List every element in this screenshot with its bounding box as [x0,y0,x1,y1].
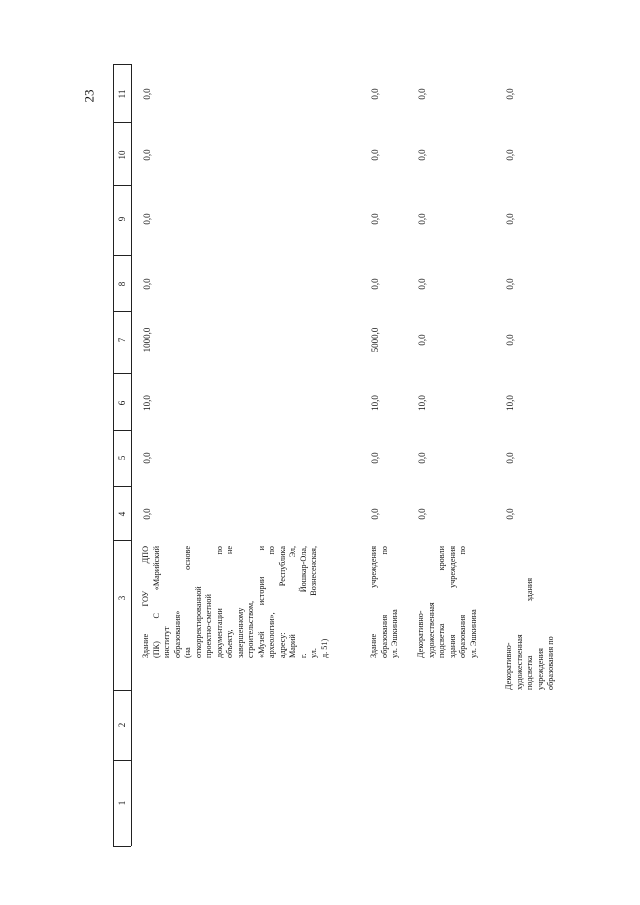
description-line: художественная [426,602,436,658]
value-cell: 10,0 [370,395,380,411]
description-line: Марий Эл, [288,546,297,658]
description-line: (ПК) С «Марийский [151,546,161,658]
description-line: адресу: Республика [277,546,287,658]
value-cell: 0,0 [142,508,152,520]
description-line: ул. Эшкинина [468,609,478,658]
description-line: Декоративно- [416,610,425,658]
value-cell: 10,0 [417,395,427,411]
value-cell: 0,0 [417,508,427,520]
column-number: 8 [117,281,127,287]
value-cell: 0,0 [505,334,515,346]
value-cell: 0,0 [142,88,152,100]
value-cell: 10,0 [142,395,152,411]
description-line: здания учреждения [447,546,457,658]
column-separator [113,373,131,374]
description-line: образования по [379,546,389,658]
column-separator [113,486,131,487]
value-cell: 0,0 [142,278,152,290]
column-number: 10 [117,150,127,160]
value-cell: 0,0 [505,508,515,520]
column-number: 4 [117,511,127,517]
description-line: подсветка кровли [437,546,446,658]
value-cell: 0,0 [505,213,515,225]
description-line: археологии», по [267,546,276,658]
column-separator [113,760,131,761]
value-cell: 0,0 [417,213,427,225]
description-line: ул. Вознесенская, [309,546,318,658]
value-cell: 0,0 [505,452,515,464]
column-separator [113,311,131,312]
description-line: образования» [172,610,182,658]
value-cell: 0,0 [142,149,152,161]
value-cell: 0,0 [370,278,380,290]
column-number: 11 [117,89,127,99]
table-line-outer [113,64,114,846]
description-line: подсветка здания [525,578,534,690]
value-cell: 0,0 [505,149,515,161]
column-number: 5 [117,455,127,461]
description-line: завершенному [235,607,245,658]
description-line: институт [162,626,171,658]
column-number: 9 [117,216,127,222]
description-line: (на основе [183,546,192,658]
value-cell: 0,0 [142,452,152,464]
value-cell: 0,0 [142,213,152,225]
page-number: 23 [81,89,97,103]
column-separator [113,122,131,123]
description-line: д. 51) [319,638,329,658]
column-separator [113,255,131,256]
column-separator [113,540,131,541]
column-number: 3 [117,595,127,601]
column-separator [113,846,131,847]
row-description [416,546,479,658]
column-number: 7 [117,337,127,343]
description-line: Декоративно- [504,642,513,690]
column-separator [113,185,131,186]
description-line: откорректированной [193,586,203,658]
description-line: г. Йошкар-Ола, [298,546,308,658]
value-cell: 0,0 [370,213,380,225]
table-line-header [131,64,132,846]
description-line: художественная [514,634,524,690]
value-cell: 0,0 [417,278,427,290]
value-cell: 0,0 [370,149,380,161]
value-cell: 5000,0 [370,327,380,353]
description-line: «Музей истории и [256,546,266,658]
value-cell: 0,0 [417,149,427,161]
column-separator [113,690,131,691]
value-cell: 1000,0 [142,327,152,353]
value-cell: 0,0 [417,452,427,464]
column-number: 6 [117,400,127,406]
column-separator [113,430,131,431]
value-cell: 0,0 [370,88,380,100]
value-cell: 0,0 [505,88,515,100]
row-description [504,578,557,690]
value-cell: 10,0 [505,395,515,411]
column-number: 2 [117,722,127,728]
row-description [369,546,401,658]
description-line: проектно-сметной [204,594,213,658]
value-cell: 0,0 [370,452,380,464]
description-line: строительством, [246,600,255,658]
description-line: образования по [458,546,467,658]
description-line: Здание учреждения [369,546,378,658]
description-line: ул. Эшкинина [390,609,399,658]
value-cell: 0,0 [417,334,427,346]
description-line: объекту, не [225,546,234,658]
description-line: документации по [214,546,224,658]
value-cell: 0,0 [505,278,515,290]
description-line: Здание ГОУ ДПО [141,546,150,658]
row-description [141,546,330,658]
column-number: 1 [117,800,127,806]
description-line: учреждения [535,648,545,690]
column-separator [113,64,131,65]
description-line: образования по [546,636,555,690]
value-cell: 0,0 [417,88,427,100]
value-cell: 0,0 [370,508,380,520]
